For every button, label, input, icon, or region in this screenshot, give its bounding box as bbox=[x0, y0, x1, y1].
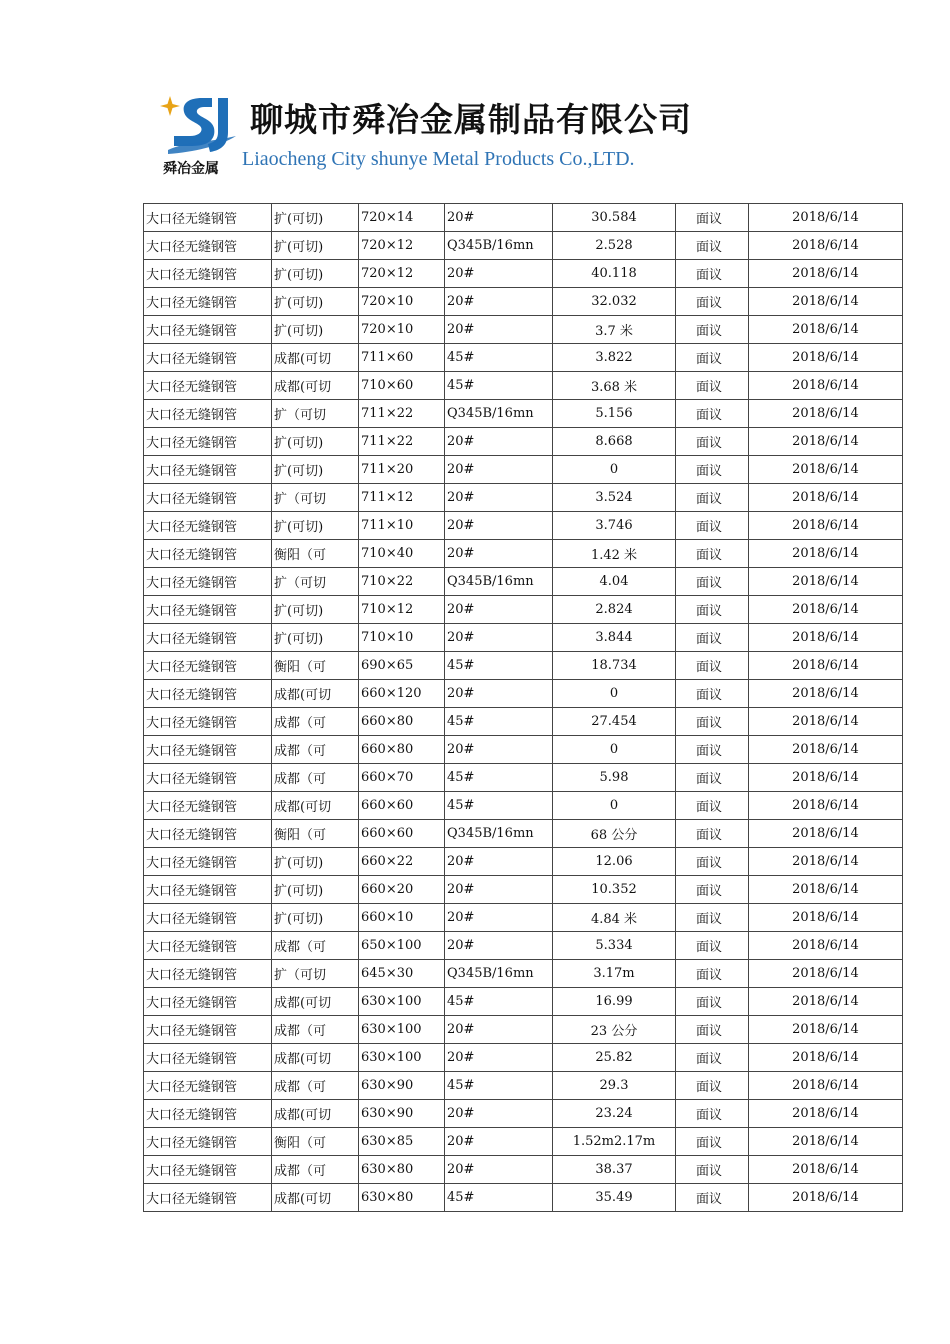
quantity-cell: 23.24 bbox=[553, 1100, 676, 1128]
process-cell: 扩(可切) bbox=[272, 624, 359, 652]
table-row bbox=[144, 904, 903, 932]
quantity-cell: 32.032 bbox=[553, 288, 676, 316]
date-cell: 2018/6/14 bbox=[749, 260, 903, 288]
product-name-cell: 大口径无缝钢管 bbox=[144, 316, 272, 344]
process-cell: 扩(可切) bbox=[272, 876, 359, 904]
price-cell: 面议 bbox=[676, 540, 749, 568]
price-cell: 面议 bbox=[676, 792, 749, 820]
price-cell: 面议 bbox=[676, 512, 749, 540]
material-cell: Q345B/16mn bbox=[445, 820, 553, 848]
price-cell: 面议 bbox=[676, 652, 749, 680]
product-name-cell: 大口径无缝钢管 bbox=[144, 848, 272, 876]
price-cell: 面议 bbox=[676, 1100, 749, 1128]
product-name-cell: 大口径无缝钢管 bbox=[144, 932, 272, 960]
spec-cell: 710×40 bbox=[359, 540, 445, 568]
process-cell: 成都（可 bbox=[272, 764, 359, 792]
spec-cell: 720×10 bbox=[359, 316, 445, 344]
process-cell: 扩(可切) bbox=[272, 512, 359, 540]
material-cell: 20# bbox=[445, 876, 553, 904]
spec-cell: 660×80 bbox=[359, 708, 445, 736]
material-cell: 45# bbox=[445, 708, 553, 736]
price-cell: 面议 bbox=[676, 904, 749, 932]
price-cell: 面议 bbox=[676, 988, 749, 1016]
price-cell: 面议 bbox=[676, 680, 749, 708]
product-name-cell: 大口径无缝钢管 bbox=[144, 1128, 272, 1156]
material-cell: Q345B/16mn bbox=[445, 960, 553, 988]
spec-cell: 660×80 bbox=[359, 736, 445, 764]
table-row bbox=[144, 820, 903, 848]
product-name-cell: 大口径无缝钢管 bbox=[144, 344, 272, 372]
material-cell: 45# bbox=[445, 372, 553, 400]
price-cell: 面议 bbox=[676, 960, 749, 988]
table-row bbox=[144, 624, 903, 652]
material-cell: 20# bbox=[445, 540, 553, 568]
process-cell: 扩(可切) bbox=[272, 316, 359, 344]
table-row bbox=[144, 960, 903, 988]
process-cell: 扩(可切) bbox=[272, 288, 359, 316]
spec-cell: 645×30 bbox=[359, 960, 445, 988]
quantity-cell: 40.118 bbox=[553, 260, 676, 288]
table-row bbox=[144, 848, 903, 876]
process-cell: 扩(可切) bbox=[272, 204, 359, 232]
quantity-cell: 3.822 bbox=[553, 344, 676, 372]
material-cell: 45# bbox=[445, 1184, 553, 1212]
process-cell: 成都(可切 bbox=[272, 1184, 359, 1212]
product-name-cell: 大口径无缝钢管 bbox=[144, 456, 272, 484]
date-cell: 2018/6/14 bbox=[749, 876, 903, 904]
price-cell: 面议 bbox=[676, 1044, 749, 1072]
table-row bbox=[144, 344, 903, 372]
price-cell: 面议 bbox=[676, 400, 749, 428]
product-name-cell: 大口径无缝钢管 bbox=[144, 820, 272, 848]
process-cell: 成都（可 bbox=[272, 1016, 359, 1044]
process-cell: 扩(可切) bbox=[272, 428, 359, 456]
material-cell: 45# bbox=[445, 344, 553, 372]
product-name-cell: 大口径无缝钢管 bbox=[144, 512, 272, 540]
product-name-cell: 大口径无缝钢管 bbox=[144, 232, 272, 260]
process-cell: 扩（可切 bbox=[272, 484, 359, 512]
date-cell: 2018/6/14 bbox=[749, 316, 903, 344]
material-cell: Q345B/16mn bbox=[445, 400, 553, 428]
material-cell: 20# bbox=[445, 484, 553, 512]
price-cell: 面议 bbox=[676, 316, 749, 344]
date-cell: 2018/6/14 bbox=[749, 960, 903, 988]
price-cell: 面议 bbox=[676, 288, 749, 316]
price-cell: 面议 bbox=[676, 428, 749, 456]
material-cell: 45# bbox=[445, 1072, 553, 1100]
process-cell: 扩(可切) bbox=[272, 596, 359, 624]
process-cell: 扩(可切) bbox=[272, 232, 359, 260]
spec-cell: 710×22 bbox=[359, 568, 445, 596]
quantity-cell: 35.49 bbox=[553, 1184, 676, 1212]
quantity-cell: 3.7 米 bbox=[553, 316, 676, 344]
spec-cell: 720×12 bbox=[359, 260, 445, 288]
quantity-cell: 0 bbox=[553, 792, 676, 820]
table-row bbox=[144, 792, 903, 820]
date-cell: 2018/6/14 bbox=[749, 708, 903, 736]
spec-cell: 650×100 bbox=[359, 932, 445, 960]
spec-cell: 630×90 bbox=[359, 1072, 445, 1100]
date-cell: 2018/6/14 bbox=[749, 932, 903, 960]
table-row bbox=[144, 708, 903, 736]
date-cell: 2018/6/14 bbox=[749, 1072, 903, 1100]
date-cell: 2018/6/14 bbox=[749, 652, 903, 680]
product-name-cell: 大口径无缝钢管 bbox=[144, 204, 272, 232]
process-cell: 成都(可切 bbox=[272, 680, 359, 708]
date-cell: 2018/6/14 bbox=[749, 736, 903, 764]
table-row bbox=[144, 260, 903, 288]
quantity-cell: 38.37 bbox=[553, 1156, 676, 1184]
date-cell: 2018/6/14 bbox=[749, 484, 903, 512]
process-cell: 扩(可切) bbox=[272, 848, 359, 876]
date-cell: 2018/6/14 bbox=[749, 540, 903, 568]
product-name-cell: 大口径无缝钢管 bbox=[144, 484, 272, 512]
process-cell: 衡阳（可 bbox=[272, 540, 359, 568]
spec-cell: 720×10 bbox=[359, 288, 445, 316]
table-row bbox=[144, 680, 903, 708]
quantity-cell: 10.352 bbox=[553, 876, 676, 904]
material-cell: 20# bbox=[445, 848, 553, 876]
process-cell: 成都（可 bbox=[272, 708, 359, 736]
spec-cell: 690×65 bbox=[359, 652, 445, 680]
product-name-cell: 大口径无缝钢管 bbox=[144, 652, 272, 680]
spec-cell: 630×80 bbox=[359, 1184, 445, 1212]
quantity-cell: 18.734 bbox=[553, 652, 676, 680]
material-cell: 45# bbox=[445, 652, 553, 680]
product-name-cell: 大口径无缝钢管 bbox=[144, 1044, 272, 1072]
spec-cell: 630×80 bbox=[359, 1156, 445, 1184]
date-cell: 2018/6/14 bbox=[749, 848, 903, 876]
spec-cell: 711×20 bbox=[359, 456, 445, 484]
table-body bbox=[144, 204, 903, 1212]
date-cell: 2018/6/14 bbox=[749, 792, 903, 820]
price-cell: 面议 bbox=[676, 1156, 749, 1184]
product-name-cell: 大口径无缝钢管 bbox=[144, 792, 272, 820]
process-cell: 成都(可切 bbox=[272, 1100, 359, 1128]
price-cell: 面议 bbox=[676, 1016, 749, 1044]
spec-cell: 720×12 bbox=[359, 232, 445, 260]
product-name-cell: 大口径无缝钢管 bbox=[144, 708, 272, 736]
product-name-cell: 大口径无缝钢管 bbox=[144, 1184, 272, 1212]
material-cell: 20# bbox=[445, 624, 553, 652]
product-name-cell: 大口径无缝钢管 bbox=[144, 1100, 272, 1128]
date-cell: 2018/6/14 bbox=[749, 232, 903, 260]
table-row bbox=[144, 876, 903, 904]
date-cell: 2018/6/14 bbox=[749, 456, 903, 484]
price-cell: 面议 bbox=[676, 820, 749, 848]
product-name-cell: 大口径无缝钢管 bbox=[144, 400, 272, 428]
process-cell: 扩（可切 bbox=[272, 568, 359, 596]
price-cell: 面议 bbox=[676, 568, 749, 596]
spec-cell: 660×10 bbox=[359, 904, 445, 932]
quantity-cell: 5.334 bbox=[553, 932, 676, 960]
material-cell: 20# bbox=[445, 736, 553, 764]
table-row bbox=[144, 372, 903, 400]
date-cell: 2018/6/14 bbox=[749, 400, 903, 428]
spec-cell: 660×22 bbox=[359, 848, 445, 876]
table-row bbox=[144, 988, 903, 1016]
process-cell: 成都（可 bbox=[272, 1072, 359, 1100]
process-cell: 衡阳（可 bbox=[272, 1128, 359, 1156]
table-row bbox=[144, 1072, 903, 1100]
date-cell: 2018/6/14 bbox=[749, 568, 903, 596]
material-cell: Q345B/16mn bbox=[445, 232, 553, 260]
process-cell: 成都（可 bbox=[272, 932, 359, 960]
quantity-cell: 68 公分 bbox=[553, 820, 676, 848]
spec-cell: 711×10 bbox=[359, 512, 445, 540]
date-cell: 2018/6/14 bbox=[749, 344, 903, 372]
product-name-cell: 大口径无缝钢管 bbox=[144, 988, 272, 1016]
quantity-cell: 3.524 bbox=[553, 484, 676, 512]
quantity-cell: 1.52m2.17m bbox=[553, 1128, 676, 1156]
date-cell: 2018/6/14 bbox=[749, 1156, 903, 1184]
price-cell: 面议 bbox=[676, 1072, 749, 1100]
table-row bbox=[144, 1184, 903, 1212]
table-row bbox=[144, 568, 903, 596]
table-row bbox=[144, 932, 903, 960]
material-cell: 20# bbox=[445, 1100, 553, 1128]
spec-cell: 710×10 bbox=[359, 624, 445, 652]
date-cell: 2018/6/14 bbox=[749, 624, 903, 652]
price-cell: 面议 bbox=[676, 596, 749, 624]
table-row bbox=[144, 736, 903, 764]
process-cell: 成都(可切 bbox=[272, 988, 359, 1016]
product-price-table bbox=[143, 203, 903, 1212]
quantity-cell: 2.528 bbox=[553, 232, 676, 260]
quantity-cell: 4.04 bbox=[553, 568, 676, 596]
date-cell: 2018/6/14 bbox=[749, 1044, 903, 1072]
table-row bbox=[144, 764, 903, 792]
spec-cell: 660×70 bbox=[359, 764, 445, 792]
spec-cell: 660×60 bbox=[359, 820, 445, 848]
date-cell: 2018/6/14 bbox=[749, 512, 903, 540]
quantity-cell: 8.668 bbox=[553, 428, 676, 456]
product-name-cell: 大口径无缝钢管 bbox=[144, 1156, 272, 1184]
process-cell: 成都(可切 bbox=[272, 344, 359, 372]
date-cell: 2018/6/14 bbox=[749, 596, 903, 624]
price-cell: 面议 bbox=[676, 372, 749, 400]
spec-cell: 711×60 bbox=[359, 344, 445, 372]
date-cell: 2018/6/14 bbox=[749, 1016, 903, 1044]
process-cell: 衡阳（可 bbox=[272, 652, 359, 680]
product-name-cell: 大口径无缝钢管 bbox=[144, 288, 272, 316]
material-cell: 20# bbox=[445, 1128, 553, 1156]
price-cell: 面议 bbox=[676, 876, 749, 904]
price-cell: 面议 bbox=[676, 736, 749, 764]
material-cell: 20# bbox=[445, 288, 553, 316]
process-cell: 扩(可切) bbox=[272, 904, 359, 932]
material-cell: 45# bbox=[445, 988, 553, 1016]
quantity-cell: 0 bbox=[553, 680, 676, 708]
table-row bbox=[144, 428, 903, 456]
process-cell: 扩(可切) bbox=[272, 260, 359, 288]
material-cell: 20# bbox=[445, 456, 553, 484]
table-row bbox=[144, 652, 903, 680]
table-row bbox=[144, 540, 903, 568]
product-name-cell: 大口径无缝钢管 bbox=[144, 680, 272, 708]
price-cell: 面议 bbox=[676, 232, 749, 260]
spec-cell: 710×60 bbox=[359, 372, 445, 400]
product-name-cell: 大口径无缝钢管 bbox=[144, 736, 272, 764]
table-row bbox=[144, 596, 903, 624]
table-row bbox=[144, 456, 903, 484]
logo-text: 舜冶金属 bbox=[163, 161, 219, 177]
spec-cell: 711×12 bbox=[359, 484, 445, 512]
product-name-cell: 大口径无缝钢管 bbox=[144, 1016, 272, 1044]
date-cell: 2018/6/14 bbox=[749, 988, 903, 1016]
process-cell: 成都(可切 bbox=[272, 792, 359, 820]
material-cell: 45# bbox=[445, 792, 553, 820]
material-cell: 20# bbox=[445, 1156, 553, 1184]
quantity-cell: 25.82 bbox=[553, 1044, 676, 1072]
table-row bbox=[144, 232, 903, 260]
material-cell: 20# bbox=[445, 316, 553, 344]
quantity-cell: 5.98 bbox=[553, 764, 676, 792]
price-cell: 面议 bbox=[676, 260, 749, 288]
date-cell: 2018/6/14 bbox=[749, 904, 903, 932]
material-cell: 20# bbox=[445, 1016, 553, 1044]
material-cell: 20# bbox=[445, 204, 553, 232]
table-row bbox=[144, 1016, 903, 1044]
spec-cell: 660×20 bbox=[359, 876, 445, 904]
quantity-cell: 2.824 bbox=[553, 596, 676, 624]
table-row bbox=[144, 484, 903, 512]
price-cell: 面议 bbox=[676, 484, 749, 512]
table-row bbox=[144, 1156, 903, 1184]
price-cell: 面议 bbox=[676, 204, 749, 232]
date-cell: 2018/6/14 bbox=[749, 1184, 903, 1212]
process-cell: 成都（可 bbox=[272, 1156, 359, 1184]
table-row bbox=[144, 400, 903, 428]
spec-cell: 630×100 bbox=[359, 1044, 445, 1072]
price-cell: 面议 bbox=[676, 708, 749, 736]
material-cell: 20# bbox=[445, 428, 553, 456]
product-name-cell: 大口径无缝钢管 bbox=[144, 904, 272, 932]
date-cell: 2018/6/14 bbox=[749, 288, 903, 316]
price-cell: 面议 bbox=[676, 456, 749, 484]
spec-cell: 711×22 bbox=[359, 428, 445, 456]
price-cell: 面议 bbox=[676, 1128, 749, 1156]
date-cell: 2018/6/14 bbox=[749, 680, 903, 708]
date-cell: 2018/6/14 bbox=[749, 1128, 903, 1156]
material-cell: 20# bbox=[445, 680, 553, 708]
process-cell: 成都(可切 bbox=[272, 372, 359, 400]
product-name-cell: 大口径无缝钢管 bbox=[144, 568, 272, 596]
quantity-cell: 27.454 bbox=[553, 708, 676, 736]
table-row bbox=[144, 512, 903, 540]
quantity-cell: 0 bbox=[553, 736, 676, 764]
process-cell: 成都(可切 bbox=[272, 1044, 359, 1072]
date-cell: 2018/6/14 bbox=[749, 372, 903, 400]
product-name-cell: 大口径无缝钢管 bbox=[144, 260, 272, 288]
price-cell: 面议 bbox=[676, 1184, 749, 1212]
table-row bbox=[144, 1044, 903, 1072]
product-name-cell: 大口径无缝钢管 bbox=[144, 372, 272, 400]
spec-cell: 660×120 bbox=[359, 680, 445, 708]
material-cell: Q345B/16mn bbox=[445, 568, 553, 596]
material-cell: 20# bbox=[445, 596, 553, 624]
date-cell: 2018/6/14 bbox=[749, 428, 903, 456]
material-cell: 20# bbox=[445, 904, 553, 932]
quantity-cell: 5.156 bbox=[553, 400, 676, 428]
material-cell: 20# bbox=[445, 512, 553, 540]
product-name-cell: 大口径无缝钢管 bbox=[144, 596, 272, 624]
spec-cell: 630×90 bbox=[359, 1100, 445, 1128]
product-name-cell: 大口径无缝钢管 bbox=[144, 876, 272, 904]
process-cell: 扩（可切 bbox=[272, 960, 359, 988]
price-cell: 面议 bbox=[676, 764, 749, 792]
material-cell: 20# bbox=[445, 1044, 553, 1072]
company-name-english: Liaocheng City shunye Metal Products Co.,LTD. bbox=[242, 148, 635, 170]
spec-cell: 630×85 bbox=[359, 1128, 445, 1156]
table-row bbox=[144, 316, 903, 344]
date-cell: 2018/6/14 bbox=[749, 764, 903, 792]
process-cell: 扩(可切) bbox=[272, 456, 359, 484]
company-header bbox=[160, 92, 740, 184]
quantity-cell: 30.584 bbox=[553, 204, 676, 232]
quantity-cell: 3.17m bbox=[553, 960, 676, 988]
spec-cell: 630×100 bbox=[359, 988, 445, 1016]
spec-cell: 660×60 bbox=[359, 792, 445, 820]
spec-cell: 630×100 bbox=[359, 1016, 445, 1044]
date-cell: 2018/6/14 bbox=[749, 1100, 903, 1128]
material-cell: 20# bbox=[445, 932, 553, 960]
spec-cell: 720×14 bbox=[359, 204, 445, 232]
price-cell: 面议 bbox=[676, 848, 749, 876]
product-name-cell: 大口径无缝钢管 bbox=[144, 428, 272, 456]
table-row bbox=[144, 288, 903, 316]
price-cell: 面议 bbox=[676, 624, 749, 652]
quantity-cell: 16.99 bbox=[553, 988, 676, 1016]
quantity-cell: 12.06 bbox=[553, 848, 676, 876]
price-cell: 面议 bbox=[676, 932, 749, 960]
table-row bbox=[144, 1128, 903, 1156]
quantity-cell: 4.84 米 bbox=[553, 904, 676, 932]
spec-cell: 711×22 bbox=[359, 400, 445, 428]
table-row bbox=[144, 1100, 903, 1128]
quantity-cell: 1.42 米 bbox=[553, 540, 676, 568]
date-cell: 2018/6/14 bbox=[749, 204, 903, 232]
date-cell: 2018/6/14 bbox=[749, 820, 903, 848]
spec-cell: 710×12 bbox=[359, 596, 445, 624]
material-cell: 45# bbox=[445, 764, 553, 792]
product-name-cell: 大口径无缝钢管 bbox=[144, 764, 272, 792]
product-name-cell: 大口径无缝钢管 bbox=[144, 540, 272, 568]
product-name-cell: 大口径无缝钢管 bbox=[144, 1072, 272, 1100]
quantity-cell: 3.68 米 bbox=[553, 372, 676, 400]
material-cell: 20# bbox=[445, 260, 553, 288]
quantity-cell: 23 公分 bbox=[553, 1016, 676, 1044]
quantity-cell: 29.3 bbox=[553, 1072, 676, 1100]
company-name-chinese: 聊城市舜冶金属制品有限公司 bbox=[250, 100, 692, 139]
process-cell: 衡阳（可 bbox=[272, 820, 359, 848]
process-cell: 扩（可切 bbox=[272, 400, 359, 428]
quantity-cell: 3.746 bbox=[553, 512, 676, 540]
table-row bbox=[144, 204, 903, 232]
product-name-cell: 大口径无缝钢管 bbox=[144, 960, 272, 988]
quantity-cell: 3.844 bbox=[553, 624, 676, 652]
product-name-cell: 大口径无缝钢管 bbox=[144, 624, 272, 652]
process-cell: 成都（可 bbox=[272, 736, 359, 764]
quantity-cell: 0 bbox=[553, 456, 676, 484]
price-cell: 面议 bbox=[676, 344, 749, 372]
